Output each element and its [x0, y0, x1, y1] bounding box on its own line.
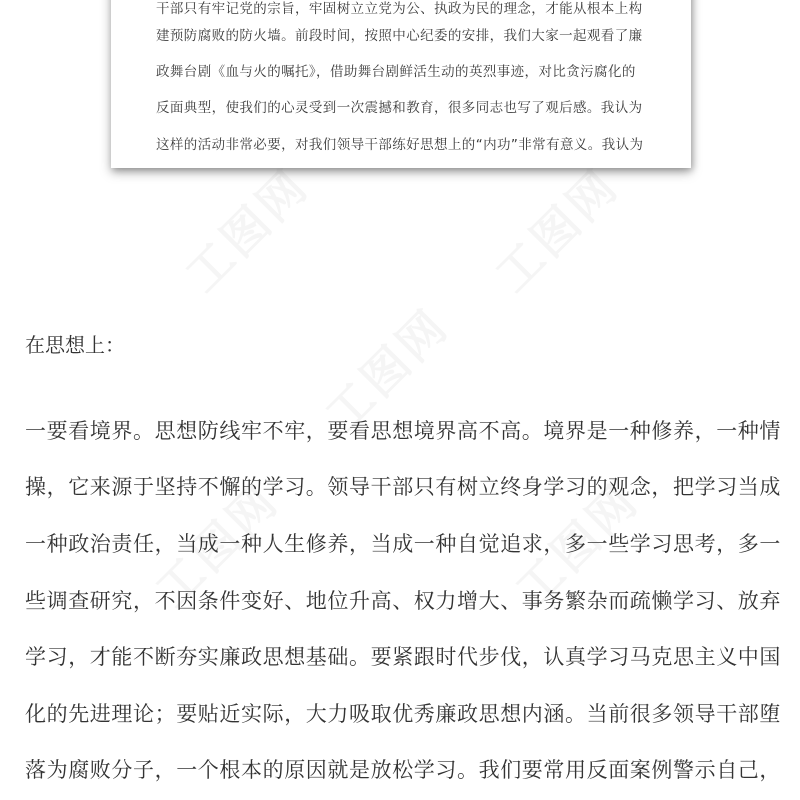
paragraph-line: 一要看境界。思想防线牢不牢，要看思想境界高不高。境界是一种修养，一种情: [25, 419, 781, 443]
watermark: 工图网: [504, 472, 650, 618]
excerpt-line: 干部只有牢记党的宗旨，牢固树立立党为公、执政为民的理念，才能从根本上构: [156, 1, 643, 17]
excerpt-line: 这样的活动非常必要，对我们领导干部练好思想上的“内功”非常有意义。我认为: [156, 137, 644, 153]
paragraph-line: 化的先进理论；要贴近实际，大力吸取优秀廉政思想内涵。当前很多领导干部堕: [25, 702, 781, 726]
watermark: 工图网: [144, 472, 290, 618]
watermark: 工图网: [314, 297, 460, 443]
watermark: 工图网: [174, 157, 320, 303]
section-label: 在思想上：: [25, 333, 125, 357]
paragraph-line: 一种政治责任，当成一种人生修养，当成一种自觉追求，多一些学习思考，多一: [25, 532, 781, 556]
excerpt-line: 政舞台剧《血与火的嘱托》，借助舞台剧鲜活生动的英烈事迹，对比贪污腐化的: [156, 64, 636, 80]
watermark: 工图网: [484, 157, 630, 303]
paragraph-line: 落为腐败分子，一个根本的原因就是放松学习。我们要常用反面案例警示自己，: [25, 758, 781, 782]
paragraph-line: 些调查研究，不因条件变好、地位升高、权力增大、事务繁杂而疏懒学习、放弃: [25, 589, 781, 613]
excerpt-line: 建预防腐败的防火墙。前段时间，按照中心纪委的安排，我们大家一起观看了廉: [156, 28, 643, 44]
paragraph-line: 操，它来源于坚持不懈的学习。领导干部只有树立终身学习的观念，把学习当成: [25, 475, 781, 499]
paragraph-line: 学习，才能不断夯实廉政思想基础。要紧跟时代步伐，认真学习马克思主义中国: [25, 645, 781, 669]
document-excerpt-card: [111, 0, 691, 168]
excerpt-line: 反面典型，使我们的心灵受到一次震撼和教育，很多同志也写了观后感。我认为: [156, 100, 643, 116]
